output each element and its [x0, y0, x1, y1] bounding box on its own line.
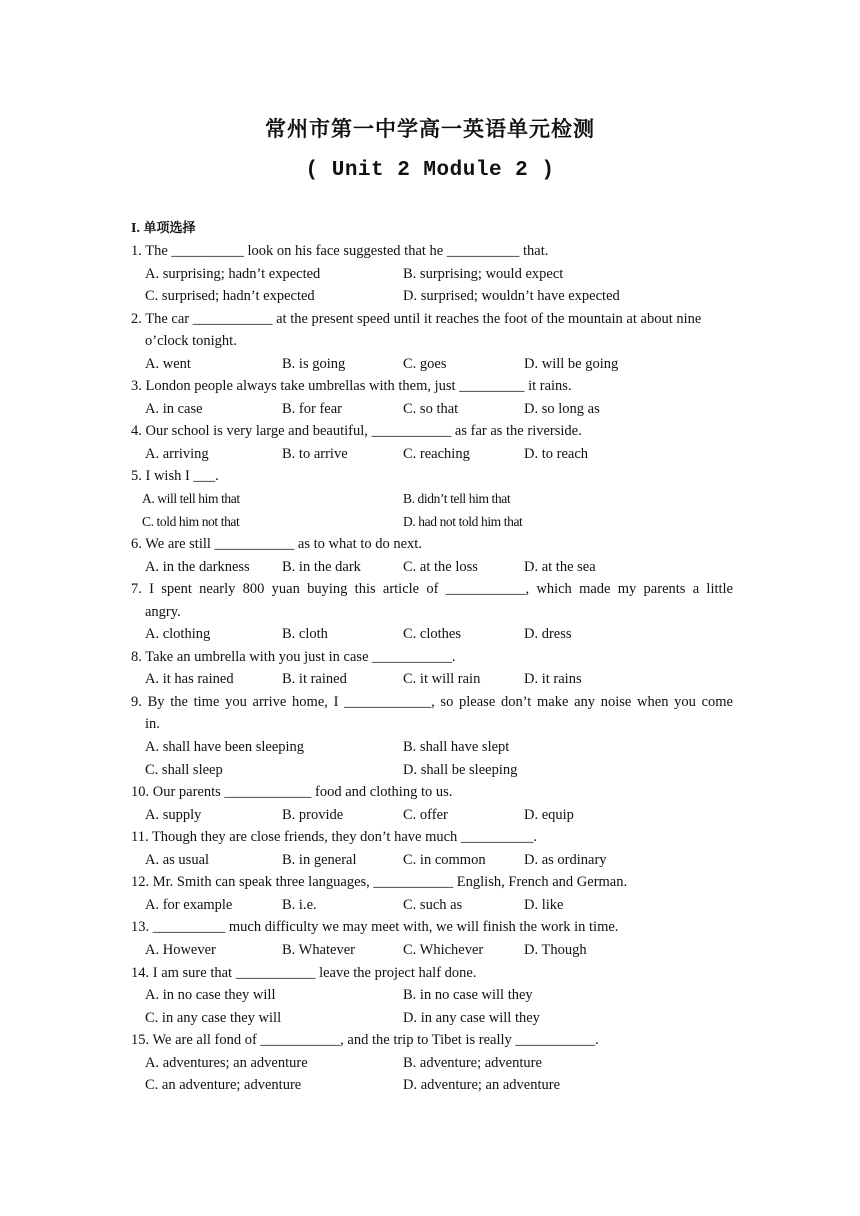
question-stem: 9. By the time you arrive home, I ____________, so please don’t make any noise when you come — [131, 693, 733, 710]
question-7 — [131, 578, 733, 646]
question-stem: 13. __________ much difficulty we may meet with, we will finish the work in time. — [131, 919, 619, 936]
question-stem-continued: angry. — [145, 603, 181, 620]
option-c: C. in any case they will — [145, 1009, 282, 1026]
option-row — [131, 736, 733, 759]
option-b: B. cloth — [282, 626, 328, 643]
question-stem: 15. We are all fond of ___________, and the trip to Tibet is really ___________. — [131, 1032, 599, 1049]
option-row — [131, 353, 733, 376]
option-row — [131, 285, 733, 308]
option-d: D. will be going — [524, 355, 619, 372]
question-stem: 8. Take an umbrella with you just in case ___________. — [131, 648, 456, 665]
question-11 — [131, 826, 733, 871]
option-row — [131, 488, 733, 511]
question-4 — [131, 420, 733, 465]
option-a: A. in the darkness — [145, 558, 250, 575]
option-d: D. as ordinary — [524, 851, 607, 868]
option-a: A. shall have been sleeping — [145, 739, 305, 756]
option-b: B. to arrive — [282, 445, 348, 462]
option-a: A. will tell him that — [142, 491, 240, 507]
option-c: C. reaching — [403, 445, 470, 462]
option-a: A. it has rained — [145, 671, 234, 688]
option-row — [131, 511, 733, 534]
option-c: C. goes — [403, 355, 447, 372]
option-d: D. had not told him that — [403, 513, 523, 529]
question-5 — [131, 465, 733, 533]
option-row — [131, 443, 733, 466]
option-c: C. so that — [403, 400, 459, 417]
option-b: B. i.e. — [282, 896, 317, 913]
question-12 — [131, 871, 733, 916]
question-10 — [131, 781, 733, 826]
option-b: B. in no case will they — [403, 987, 533, 1004]
question-stem: 10. Our parents ____________ food and clothing to us. — [131, 784, 453, 801]
option-row — [131, 804, 733, 827]
option-c: C. offer — [403, 806, 448, 823]
option-b: B. for fear — [282, 400, 342, 417]
question-6 — [131, 533, 733, 578]
option-a: A. in case — [145, 400, 203, 417]
question-2 — [131, 308, 733, 376]
question-stem: 14. I am sure that ___________ leave the project half done. — [131, 964, 477, 981]
option-a: A. for example — [145, 896, 233, 913]
option-c: C. such as — [403, 896, 463, 913]
option-c: C. told him not that — [142, 513, 240, 529]
section-label: 单项选择 — [143, 221, 196, 236]
option-b: B. adventure; adventure — [403, 1054, 542, 1071]
option-a: A. went — [145, 355, 191, 372]
option-row — [131, 668, 733, 691]
option-a: A. However — [145, 941, 216, 958]
option-a: A. supply — [145, 806, 202, 823]
question-stem: 1. The __________ look on his face suggested that he __________ that. — [131, 243, 549, 259]
option-c: C. it will rain — [403, 671, 481, 688]
option-d: D. surprised; wouldn’t have expected — [403, 288, 620, 305]
option-b: B. in the dark — [282, 558, 361, 575]
question-stem-continued: o’clock tonight. — [145, 333, 237, 350]
question-stem: 2. The car ___________ at the present speed until it reaches the foot of the mountain at about nine — [131, 310, 702, 327]
option-row — [131, 1007, 733, 1030]
question-13 — [131, 916, 733, 961]
option-b: B. is going — [282, 355, 346, 372]
option-b: B. shall have slept — [403, 739, 510, 756]
question-stem: 3. London people always take umbrellas with them, just _________ it rains. — [131, 378, 572, 395]
option-d: D. it rains — [524, 671, 582, 688]
question-stem: 5. I wish I ___. — [131, 468, 219, 485]
option-row — [131, 759, 733, 782]
option-row — [131, 263, 733, 286]
option-c: C. at the loss — [403, 558, 478, 575]
section-number: I. — [131, 221, 140, 236]
option-c: C. shall sleep — [145, 761, 223, 778]
option-c: C. surprised; hadn’t expected — [145, 288, 315, 305]
option-row — [131, 984, 733, 1007]
option-d: D. to reach — [524, 445, 589, 462]
option-d: D. so long as — [524, 400, 600, 417]
question-stem: 4. Our school is very large and beautiful, ___________ as far as the riverside. — [131, 423, 582, 440]
question-stem: 11. Though they are close friends, they don’t have much __________. — [131, 829, 538, 846]
option-row — [131, 849, 733, 872]
question-list — [131, 240, 733, 1097]
option-row — [131, 1052, 733, 1075]
section-heading — [131, 217, 195, 237]
option-a: A. as usual — [145, 851, 210, 868]
question-stem: 7. I spent nearly 800 yuan buying this article of ___________, which made my parents a little — [131, 581, 733, 598]
option-a: A. arriving — [145, 445, 209, 462]
question-8 — [131, 646, 733, 691]
option-row — [131, 939, 733, 962]
option-a: A. clothing — [145, 626, 211, 643]
option-d: D. in any case will they — [403, 1009, 540, 1026]
exam-title: 常州市第一中学高一英语单元检测 — [265, 117, 595, 141]
option-d: D. Though — [524, 941, 587, 958]
option-b: B. surprising; would expect — [403, 265, 564, 282]
option-row — [131, 623, 733, 646]
exam-subtitle: ( Unit 2 Module 2 ) — [305, 159, 555, 182]
question-3 — [131, 375, 733, 420]
question-9 — [131, 691, 733, 781]
option-b: B. it rained — [282, 671, 347, 688]
option-d: D. shall be sleeping — [403, 761, 518, 778]
option-d: D. dress — [524, 626, 572, 643]
question-stem-continued: in. — [145, 716, 160, 733]
option-d: D. equip — [524, 806, 574, 823]
option-row — [131, 556, 733, 579]
question-15 — [131, 1029, 733, 1097]
option-d: D. at the sea — [524, 558, 596, 575]
option-c: C. clothes — [403, 626, 461, 643]
option-c: C. an adventure; adventure — [145, 1077, 302, 1094]
option-c: C. Whichever — [403, 941, 484, 958]
option-a: A. surprising; hadn’t expected — [145, 265, 321, 282]
option-row — [131, 398, 733, 421]
option-a: A. in no case they will — [145, 987, 276, 1004]
question-stem: 6. We are still ___________ as to what to do next. — [131, 536, 422, 553]
option-c: C. in common — [403, 851, 486, 868]
option-b: B. didn’t tell him that — [403, 491, 511, 507]
option-row — [131, 894, 733, 917]
question-14 — [131, 962, 733, 1030]
option-b: B. provide — [282, 806, 344, 823]
option-d: D. like — [524, 896, 564, 913]
question-stem: 12. Mr. Smith can speak three languages, ___________ English, French and German. — [131, 874, 628, 891]
option-a: A. adventures; an adventure — [145, 1054, 308, 1071]
option-b: B. Whatever — [282, 941, 356, 958]
option-row — [131, 1074, 733, 1097]
option-b: B. in general — [282, 851, 357, 868]
question-1 — [131, 240, 733, 308]
option-d: D. adventure; an adventure — [403, 1077, 561, 1094]
